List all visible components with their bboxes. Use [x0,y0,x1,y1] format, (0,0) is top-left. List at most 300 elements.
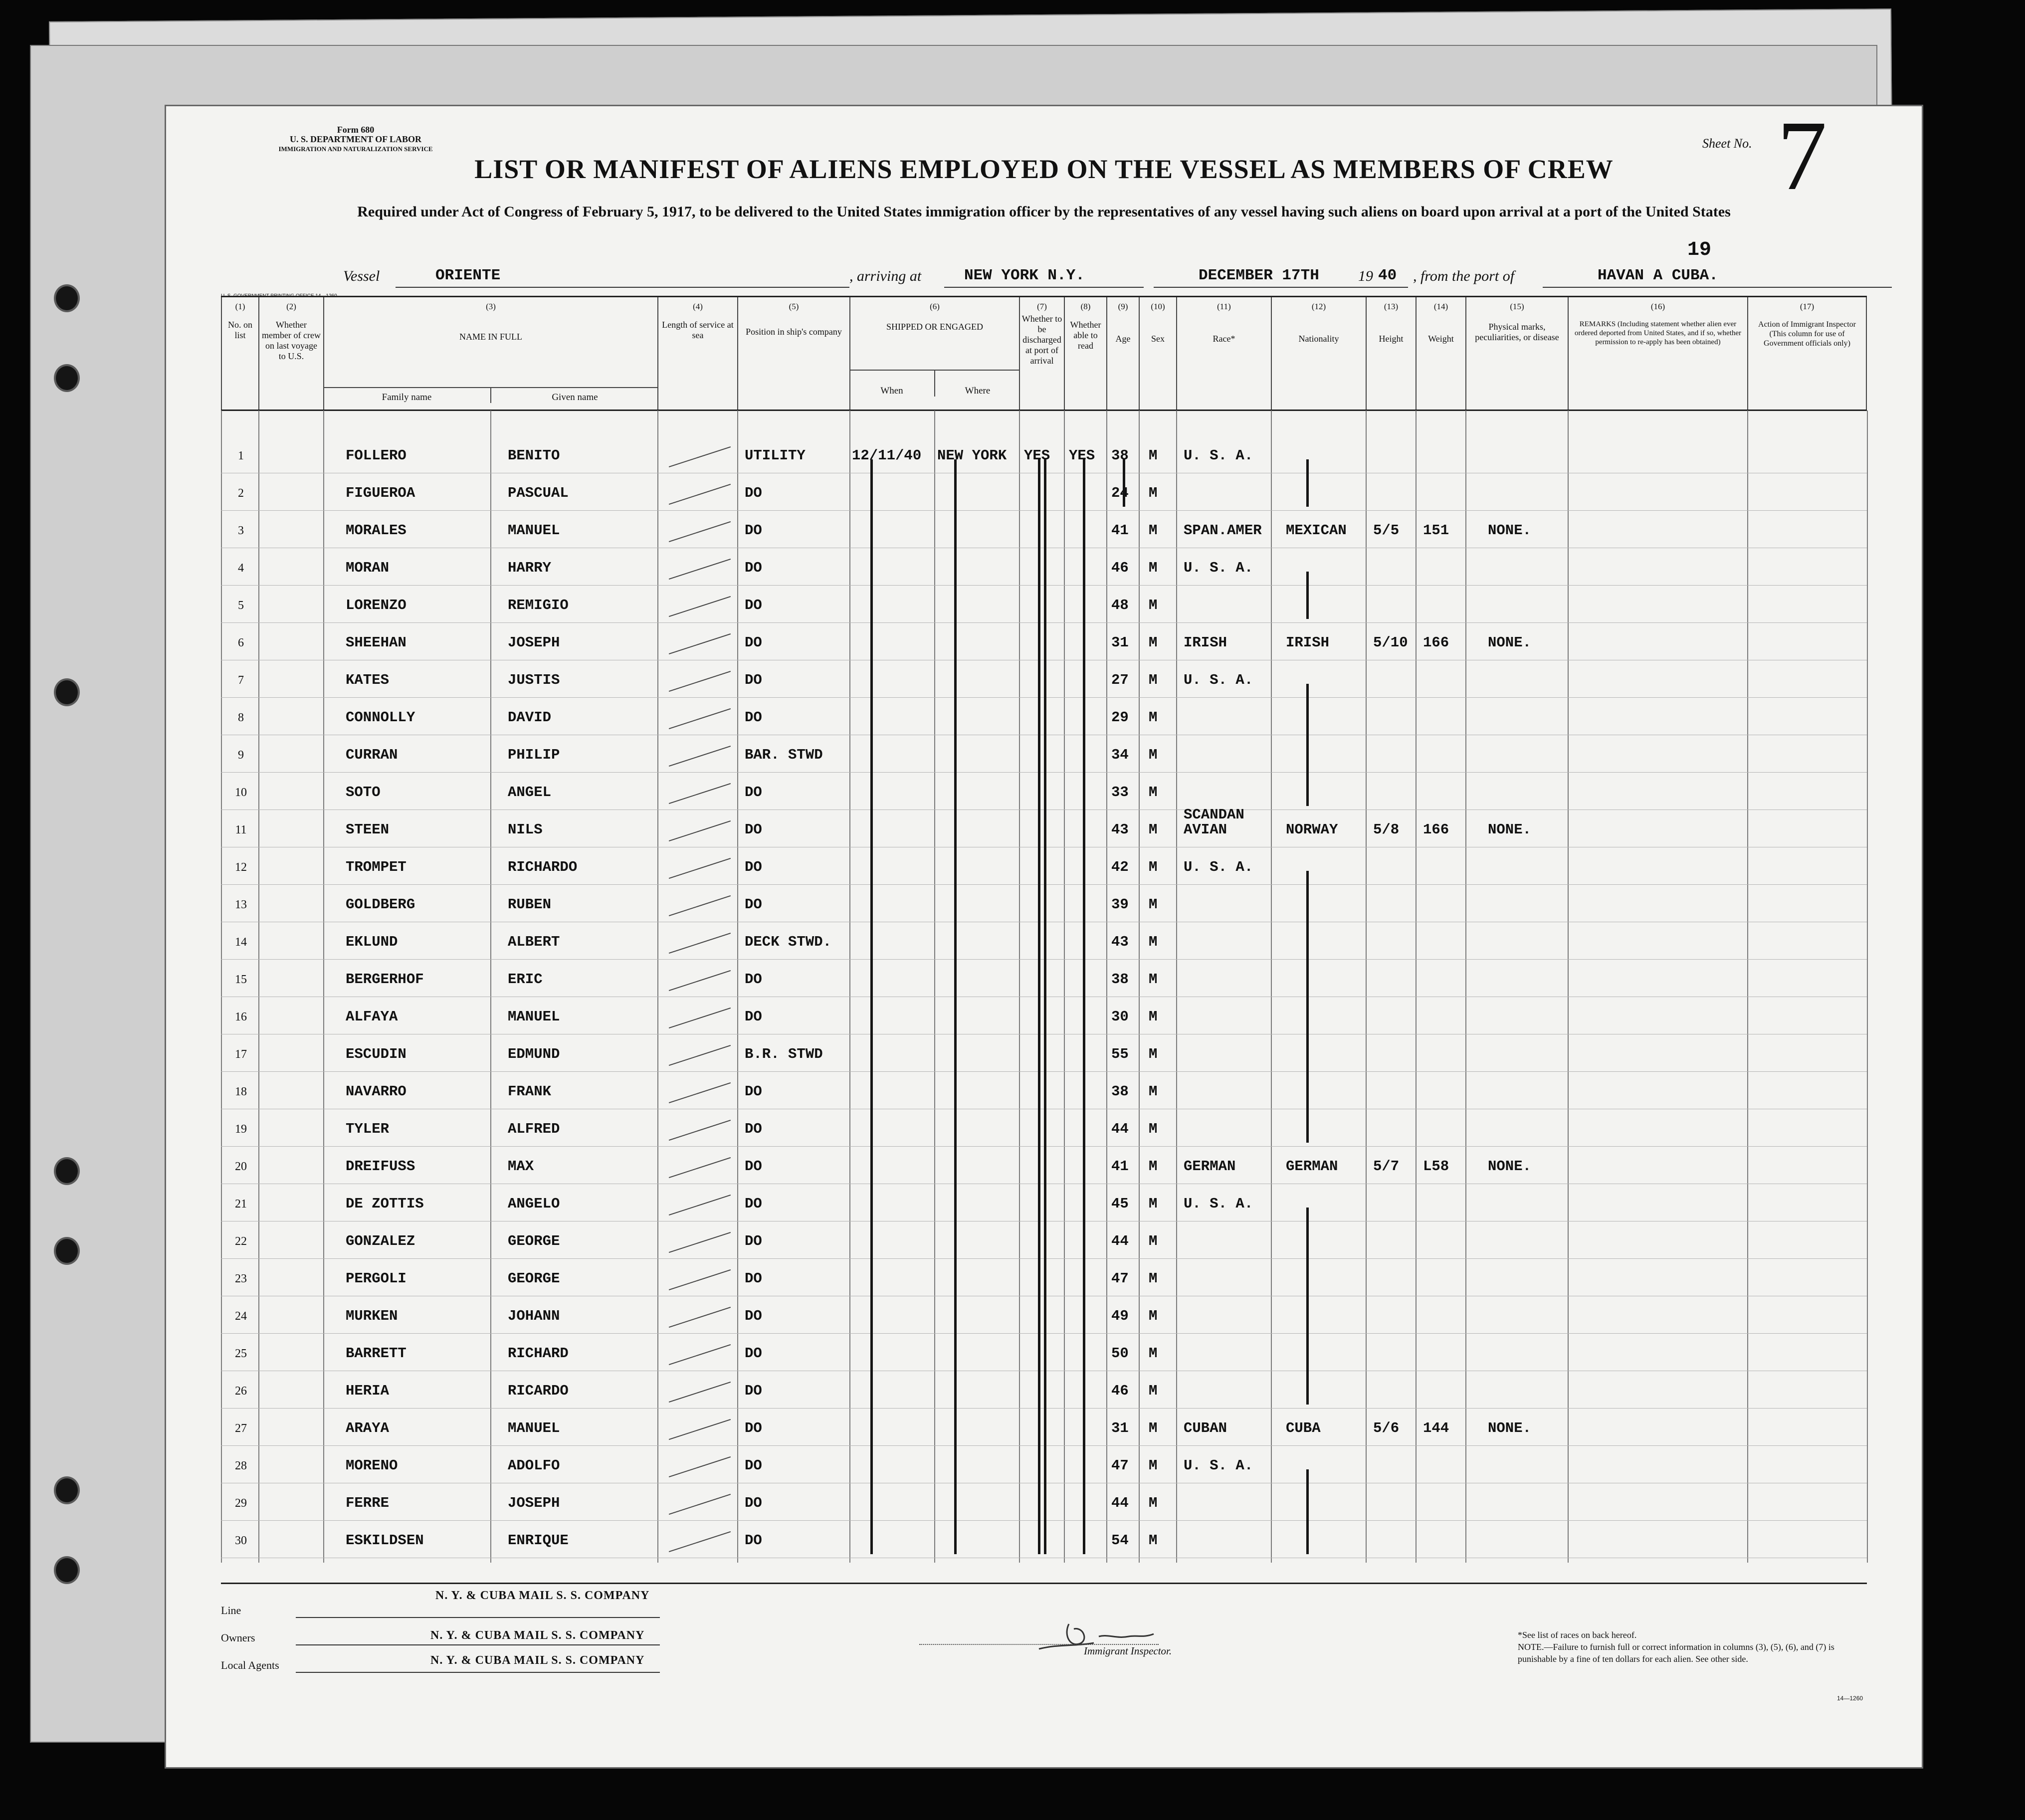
service-tick-mark [669,671,731,692]
cell-age: 55 [1111,1046,1129,1062]
cell-position: DO [745,1009,762,1025]
cell-given: MAX [508,1158,534,1175]
cell-weight: L58 [1423,1158,1449,1175]
cell-age: 50 [1111,1345,1129,1362]
cell-no: 2 [238,487,244,500]
cell-given: RUBEN [508,896,552,913]
cell-position: DO [745,1083,762,1100]
cell-sex: M [1149,747,1158,763]
cell-given: BENITO [508,447,560,464]
cell-sex: M [1149,522,1158,539]
cell-position: DO [745,1121,762,1137]
cell-sex: M [1149,1083,1158,1100]
cell-race: U. S. A. [1184,1457,1253,1474]
cell-age: 46 [1111,560,1129,576]
cell-discharged: YES [1024,447,1050,464]
cell-age: 49 [1111,1308,1129,1324]
service-tick-mark [669,1195,731,1215]
cell-position: DO [745,1383,762,1399]
cell-nationality: CUBA [1286,1420,1321,1436]
cell-position: DO [745,896,762,913]
cell-position: DO [745,709,762,726]
col-header-last-voyage: (2) Whether member of crew on last voyage to U.S. [258,297,323,409]
service-tick-mark [669,633,731,654]
cell-family: ESCUDIN [346,1046,406,1062]
service-tick-mark [669,820,731,841]
form-number-block [256,125,455,154]
cell-position: DO [745,1233,762,1249]
form-number: Form 680 [337,125,375,135]
service-tick-mark [669,596,731,617]
cell-sex: M [1149,784,1158,801]
cell-age: 24 [1111,485,1129,501]
cell-no: 28 [235,1459,247,1472]
cell-age: 29 [1111,709,1129,726]
cell-given: ENRIQUE [508,1532,569,1549]
sub-given-name: Given name [490,387,658,403]
date-underline [1154,287,1408,288]
cell-position: DO [745,1308,762,1324]
service-tick-mark [669,1120,731,1141]
cell-no: 29 [235,1497,247,1510]
cell-family: STEEN [346,821,390,838]
ditto-mark [1306,871,1309,1143]
ditto-mark [870,459,873,1554]
cell-no: 14 [235,936,247,949]
cell-sex: M [1149,1345,1158,1362]
column-header-row [221,296,1867,411]
cell-family: HERIA [346,1383,390,1399]
sub-when: When [849,370,934,397]
column-rule [1568,410,1569,1563]
cell-marks: NONE. [1488,522,1532,539]
col-header-race: (11) Race* [1176,297,1271,409]
sub-family-name: Family name [323,387,490,403]
cell-age: 27 [1111,672,1129,688]
cell-family: SHEEHAN [346,634,406,651]
cell-height: 5/7 [1373,1158,1400,1175]
line-value: N. Y. & CUBA MAIL S. S. COMPANY [435,1589,650,1602]
service-tick-mark [669,1082,731,1103]
cell-given: MANUEL [508,1420,560,1436]
cell-position: DO [745,522,762,539]
line-underline [296,1617,660,1618]
cell-no: 6 [238,636,244,649]
column-rule [1139,410,1140,1563]
agents-underline [296,1672,660,1673]
cell-no: 20 [235,1160,247,1173]
ditto-mark [1306,1469,1309,1554]
manifest-page [165,101,1923,1769]
binder-hole [54,1157,80,1185]
cell-sex: M [1149,709,1158,726]
from-port: HAVAN A CUBA. [1598,267,1718,284]
col-header-position: (5) Position in ship's company [737,297,849,409]
cell-sex: M [1149,1532,1158,1549]
cell-family: ARAYA [346,1420,390,1436]
cell-position: DO [745,1270,762,1287]
cell-given: GEORGE [508,1233,560,1249]
cell-sex: M [1149,1457,1158,1474]
cell-no: 26 [235,1385,247,1398]
cell-position: DO [745,784,762,801]
cell-given: MANUEL [508,1009,560,1025]
column-rule [657,410,658,1563]
cell-when: 12/11/40 [852,447,922,464]
cell-no: 12 [235,861,247,874]
cell-no: 19 [235,1123,247,1136]
cell-age: 42 [1111,859,1129,875]
col-header-action: (17) Action of Immigrant Inspector (This column for use of Government officials only) [1747,297,1867,409]
cell-given: ADOLFO [508,1457,560,1474]
cell-position: DO [745,560,762,576]
cell-position: BAR. STWD [745,747,823,763]
service-tick-mark [669,1456,731,1477]
cell-position: DO [745,1158,762,1175]
cell-age: 41 [1111,522,1129,539]
cell-no: 1 [238,449,244,462]
vessel-label: Vessel [343,268,380,284]
service-tick-mark [669,484,731,505]
binder-hole [54,364,80,392]
agents-label: Local Agents [221,1659,279,1671]
cell-where: NEW YORK [937,447,1007,464]
cell-age: 46 [1111,1383,1129,1399]
cell-family: KATES [346,672,390,688]
cell-marks: NONE. [1488,1420,1532,1436]
cell-given: HARRY [508,560,552,576]
cell-age: 31 [1111,1420,1129,1436]
service-tick-mark [669,1157,731,1178]
cell-position: DO [745,1345,762,1362]
col-header-name: (3) NAME IN FULL [323,297,657,409]
col-header-shipped: (6) SHIPPED OR ENGAGED [849,297,1019,409]
cell-sex: M [1149,1495,1158,1511]
ditto-mark [1306,572,1309,619]
col-header-height: (13) Height [1366,297,1416,409]
owners-label: Owners [221,1631,255,1644]
cell-race: U. S. A. [1184,560,1253,576]
ditto-mark [1083,459,1085,1554]
form-code: 14—1260 [1837,1695,1863,1702]
cell-no: 10 [235,786,247,799]
binder-hole [54,678,80,706]
cell-sex: M [1149,1270,1158,1287]
agents-value: N. Y. & CUBA MAIL S. S. COMPANY [430,1654,645,1667]
gpo-imprint: U. S. GOVERNMENT PRINTING OFFICE 14—1260 [221,293,337,299]
cell-position: DO [745,1495,762,1511]
cell-position: DO [745,1532,762,1549]
cell-age: 38 [1111,447,1129,464]
cell-given: ANGEL [508,784,552,801]
cell-family: MURKEN [346,1308,398,1324]
cell-read: YES [1069,447,1095,464]
cell-position: DO [745,634,762,651]
column-rule [849,410,850,1563]
binder-hole [54,1237,80,1265]
cell-age: 38 [1111,1083,1129,1100]
cell-age: 33 [1111,784,1129,801]
cell-sex: M [1149,1308,1158,1324]
cell-given: RICHARDO [508,859,578,875]
cell-age: 34 [1111,747,1129,763]
cell-sex: M [1149,1046,1158,1062]
cell-no: 9 [238,749,244,762]
cell-sex: M [1149,821,1158,838]
cell-family: DREIFUSS [346,1158,415,1175]
cell-age: 43 [1111,934,1129,950]
cell-given: EDMUND [508,1046,560,1062]
service-tick-mark [669,970,731,991]
cell-nationality: MEXICAN [1286,522,1347,539]
cell-family: CONNOLLY [346,709,415,726]
cell-given: PASCUAL [508,485,569,501]
service: IMMIGRATION AND NATURALIZATION SERVICE [278,145,433,153]
cell-height: 5/5 [1373,522,1400,539]
cell-position: UTILITY [745,447,806,464]
crew-table [221,410,1867,1563]
cell-given: JOHANN [508,1308,560,1324]
cell-race: U. S. A. [1184,672,1253,688]
cell-weight: 166 [1423,634,1449,651]
cell-given: GEORGE [508,1270,560,1287]
cell-family: GONZALEZ [346,1233,415,1249]
cell-family: EKLUND [346,934,398,950]
cell-family: SOTO [346,784,381,801]
footer [221,1583,1867,1744]
service-tick-mark [669,783,731,804]
column-rule [934,410,935,1563]
service-tick-mark [669,1419,731,1440]
cell-given: FRANK [508,1083,552,1100]
service-tick-mark [669,1382,731,1403]
col-header-no: (1) No. on list [221,297,258,409]
cell-sex: M [1149,1233,1158,1249]
cell-race: IRISH [1184,634,1227,651]
column-rule [1747,410,1748,1563]
cell-race: U. S. A. [1184,447,1253,464]
service-tick-mark [669,1232,731,1253]
column-rule [1106,410,1107,1563]
cell-age: 48 [1111,597,1129,613]
cell-age: 38 [1111,971,1129,988]
cell-weight: 166 [1423,821,1449,838]
cell-weight: 151 [1423,522,1449,539]
service-tick-mark [669,858,731,879]
service-tick-mark [669,1531,731,1552]
ditto-mark [1044,459,1046,1554]
cell-age: 39 [1111,896,1129,913]
cell-family: GOLDBERG [346,896,415,913]
cell-nationality: NORWAY [1286,821,1338,838]
cell-race: SPAN.AMER [1184,522,1262,539]
cell-sex: M [1149,1158,1158,1175]
cell-given: MANUEL [508,522,560,539]
cell-race: GERMAN [1184,1158,1236,1175]
arriving-underline [944,287,1144,288]
col-header-nationality: (12) Nationality [1271,297,1366,409]
cell-nationality: IRISH [1286,634,1330,651]
cell-age: 45 [1111,1196,1129,1212]
column-rule [1366,410,1367,1563]
cell-no: 27 [235,1422,247,1435]
cell-given: ANGELO [508,1196,560,1212]
arriving-label: , arriving at [849,268,922,284]
year-prefix: 19 [1358,268,1373,284]
cell-age: 47 [1111,1457,1129,1474]
cell-given: RICARDO [508,1383,569,1399]
service-tick-mark [669,933,731,954]
cell-no: 15 [235,973,247,986]
cell-no: 22 [235,1235,247,1248]
cell-no: 13 [235,898,247,911]
cell-family: FOLLERO [346,447,406,464]
cell-sex: M [1149,634,1158,651]
cell-sex: M [1149,934,1158,950]
page-title: LIST OR MANIFEST OF ALIENS EMPLOYED ON THE VESSEL AS MEMBERS OF CREW [474,154,1614,184]
cell-family: NAVARRO [346,1083,406,1100]
from-label: , from the port of [1413,268,1515,284]
ditto-mark [1038,459,1040,1554]
binder-hole [54,1476,80,1504]
cell-family: FERRE [346,1495,390,1511]
col-header-age: (9) Age [1106,297,1139,409]
cell-position: DO [745,672,762,688]
cell-family: FIGUEROA [346,485,415,501]
column-rule [1465,410,1466,1563]
cell-given: PHILIP [508,747,560,763]
service-tick-mark [669,1344,731,1365]
col-header-read: (8) Whether able to read [1064,297,1106,409]
cell-given: JOSEPH [508,634,560,651]
cell-age: 43 [1111,821,1129,838]
cell-sex: M [1149,447,1158,464]
cell-sex: M [1149,859,1158,875]
footer-notes [1518,1629,1867,1665]
cell-sex: M [1149,1009,1158,1025]
cell-position: DO [745,971,762,988]
cell-age: 47 [1111,1270,1129,1287]
cell-age: 30 [1111,1009,1129,1025]
cell-position: DO [745,1457,762,1474]
department: U. S. DEPARTMENT OF LABOR [289,134,422,144]
col-header-sex: (10) Sex [1139,297,1176,409]
cell-no: 8 [238,711,244,724]
col-header-discharged: (7) Whether to be discharged at port of arrival [1019,297,1064,409]
cell-sex: M [1149,1121,1158,1137]
column-rule [737,410,738,1563]
cell-height: 5/8 [1373,821,1400,838]
cell-sex: M [1149,1420,1158,1436]
cell-position: DECK STWD. [745,934,832,950]
cell-sex: M [1149,1196,1158,1212]
sub-where: Where [934,370,1020,397]
ditto-mark [1306,1208,1309,1405]
cell-no: 16 [235,1011,247,1023]
cell-no: 17 [235,1048,247,1061]
cell-weight: 144 [1423,1420,1449,1436]
cell-marks: NONE. [1488,634,1532,651]
cell-given: REMIGIO [508,597,569,613]
cell-height: 5/10 [1373,634,1408,651]
inspector-label: Immigrant Inspector. [1084,1645,1172,1657]
cell-family: DE ZOTTIS [346,1196,424,1212]
cell-no: 7 [238,674,244,687]
service-tick-mark [669,708,731,729]
column-rule [221,410,222,1563]
cell-no: 24 [235,1310,247,1323]
cell-marks: NONE. [1488,821,1532,838]
cell-position: DO [745,821,762,838]
cell-position: DO [745,859,762,875]
cell-no: 25 [235,1347,247,1360]
cell-given: ALBERT [508,934,560,950]
from-underline [1543,287,1892,288]
cell-nationality: GERMAN [1286,1158,1338,1175]
cell-sex: M [1149,971,1158,988]
cell-position: DO [745,1196,762,1212]
service-tick-mark [669,1269,731,1290]
note-penalty: NOTE.—Failure to furnish full or correct information in columns (3), (5), (6), and (7) is punishable by a fine of ten dollars for each alien. See other side. [1518,1642,1834,1664]
cell-family: TROMPET [346,859,406,875]
cell-age: 54 [1111,1532,1129,1549]
cell-family: CURRAN [346,747,398,763]
arrival-year: 40 [1378,267,1397,284]
cell-family: MORAN [346,560,390,576]
cell-no: 11 [235,823,247,836]
col-header-remarks: (16) REMARKS (Including statement whether alien ever ordered deported from United States, and if so, whether permission to re-apply has been obtained) [1568,297,1747,409]
cell-sex: M [1149,672,1158,688]
cell-sex: M [1149,485,1158,501]
arrival-date: DECEMBER 17TH [1199,267,1319,284]
cell-age: 44 [1111,1121,1129,1137]
cell-sex: M [1149,560,1158,576]
service-tick-mark [669,1008,731,1028]
cell-position: B.R. STWD [745,1046,823,1062]
cell-no: 23 [235,1272,247,1285]
cell-sex: M [1149,1383,1158,1399]
vessel-name: ORIENTE [435,267,501,284]
column-rule [323,410,324,1563]
cell-given: RICHARD [508,1345,569,1362]
service-tick-mark [669,895,731,916]
service-tick-mark [669,746,731,767]
cell-given: DAVID [508,709,552,726]
binder-hole [54,1556,80,1584]
cell-no: 3 [238,524,244,537]
cell-family: BERGERHOF [346,971,424,988]
cell-position: DO [745,485,762,501]
cell-no: 30 [235,1534,247,1547]
ditto-mark [1306,459,1309,507]
column-rule [1867,410,1868,1563]
service-tick-mark [669,559,731,580]
cell-family: LORENZO [346,597,406,613]
sheet-number: 7 [1777,101,1827,211]
cell-race: U. S. A. [1184,859,1253,875]
cell-age: 44 [1111,1495,1129,1511]
service-tick-mark [669,1045,731,1066]
arriving-port: NEW YORK N.Y. [964,267,1085,284]
ditto-mark [1306,684,1309,806]
sheet-label: Sheet No. [1702,136,1752,151]
cell-family: MORALES [346,522,406,539]
cell-family: TYLER [346,1121,390,1137]
ditto-mark [1123,459,1125,507]
cell-height: 5/6 [1373,1420,1400,1436]
column-rule [1416,410,1417,1563]
column-rule [1064,410,1065,1563]
